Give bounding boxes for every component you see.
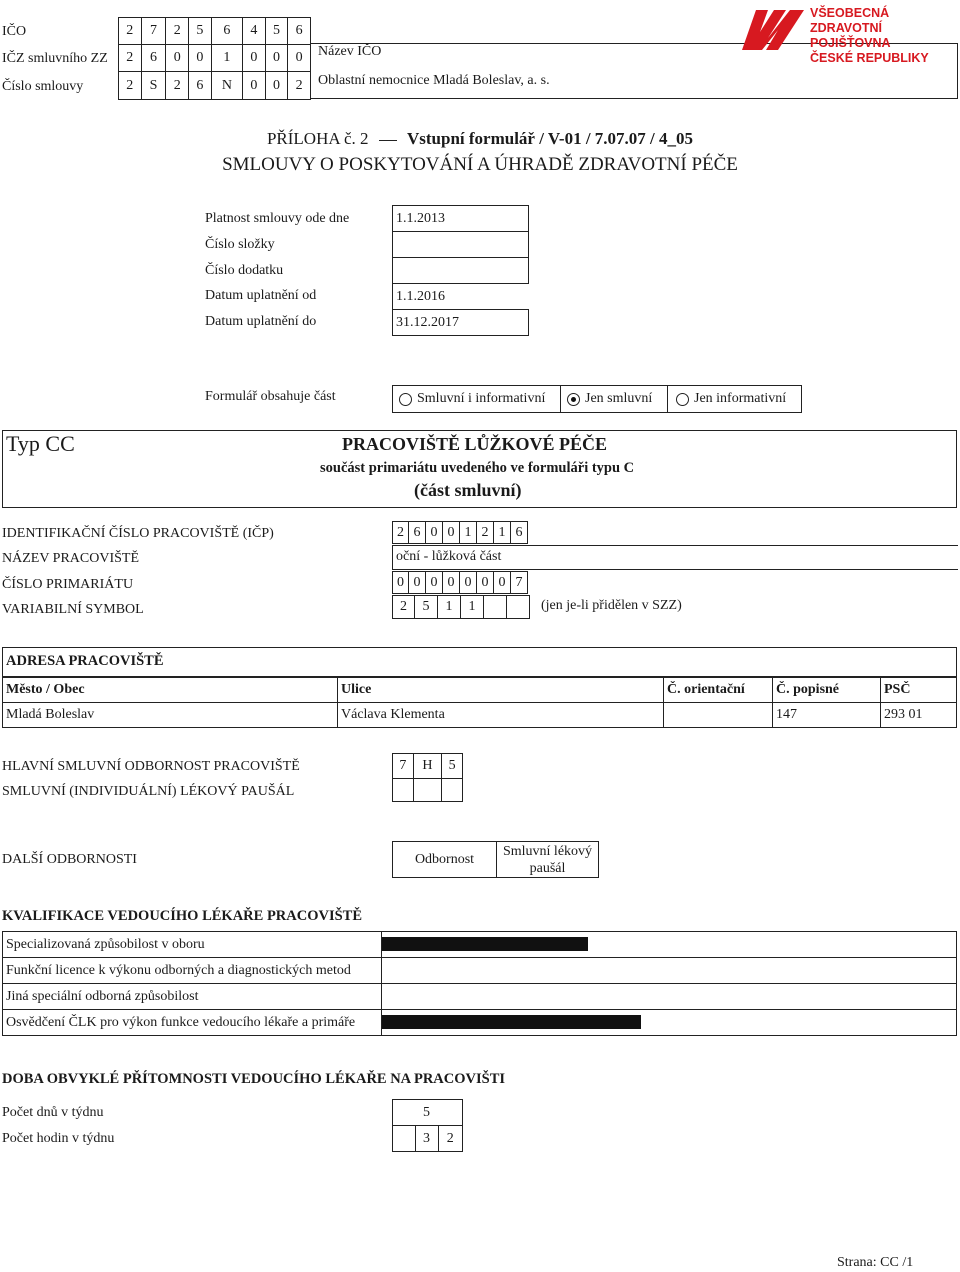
value-mesto: Mladá Boleslav — [3, 703, 338, 728]
icz-digit: 0 — [189, 45, 212, 72]
icz-digit: 2 — [119, 45, 142, 72]
vs-digit: 5 — [415, 595, 438, 619]
vs-digit: 1 — [461, 595, 484, 619]
icz-digit: 0 — [243, 45, 266, 72]
value-ulice: Václava Klementa — [338, 703, 664, 728]
primariat-digits — [392, 571, 528, 594]
hodin-digit: 3 — [415, 1126, 438, 1152]
ico-digit: 2 — [166, 18, 189, 45]
icp-label: IDENTIFIKAČNÍ ČÍSLO PRACOVIŠTĚ (IČP) — [2, 526, 274, 541]
nazev-pracoviste-value: oční - lůžková část — [396, 549, 502, 564]
icz-digit: 0 — [288, 45, 311, 72]
ico-label: IČO — [2, 24, 27, 39]
smlouva-digit: N — [211, 72, 242, 100]
ico-digit: 7 — [141, 18, 166, 45]
ico-digit: 6 — [288, 18, 311, 45]
ico-digit: 2 — [119, 18, 142, 45]
form-part-label: Formulář obsahuje část — [205, 389, 336, 404]
kvalifikace-row — [3, 984, 957, 1010]
pausal-digit — [393, 779, 414, 802]
header-mesto: Město / Obec — [3, 678, 338, 703]
kvalifikace-value — [382, 958, 957, 984]
validity-label-slozka: Číslo složky — [205, 237, 275, 252]
option-jen-smluvni[interactable] — [561, 386, 668, 412]
ico-row — [119, 18, 311, 45]
smlouva-digit: 2 — [166, 72, 189, 100]
logo-line-2: ZDRAVOTNÍ POJIŠŤOVNA — [810, 21, 891, 50]
typ-title: PRACOVIŠTĚ LŮŽKOVÉ PÉČE — [342, 434, 608, 454]
smlouva-digit: S — [141, 72, 166, 100]
icp-digit: 2 — [392, 521, 409, 544]
primariat-digit: 0 — [392, 571, 409, 594]
kvalifikace-label: Jiná speciální odborná způsobilost — [3, 984, 382, 1010]
vs-digit: 2 — [392, 595, 415, 619]
title-line-2: SMLOUVY O POSKYTOVÁNÍ A ÚHRADĚ ZDRAVOTNÍ PÉČE — [222, 154, 738, 175]
radio-icon — [399, 393, 412, 406]
hlavni-digit: 5 — [442, 754, 463, 779]
header-orientacni: Č. orientační — [664, 678, 773, 703]
validity-table — [392, 205, 529, 336]
ico-digit: 5 — [265, 18, 288, 45]
primariat-label: ČÍSLO PRIMARIÁTU — [2, 577, 134, 592]
address-header-row — [3, 678, 957, 703]
kvalifikace-label: Osvědčení ČLK pro výkon funkce vedoucího lékaře a primáře — [3, 1010, 382, 1036]
validity-label-od: Datum uplatnění od — [205, 288, 317, 303]
smlouva-row — [119, 72, 311, 100]
icz-digit: 1 — [211, 45, 242, 72]
title-form-id: Vstupní formulář / V-01 / 7.07.07 / 4_05 — [407, 129, 694, 148]
ico-digit: 5 — [189, 18, 212, 45]
title-line-1 — [0, 128, 960, 150]
typ-subtitle: součást primariátu uvedeného ve formuláři typu C — [320, 460, 635, 476]
form-part-options — [392, 385, 802, 413]
smlouva-digit: 6 — [189, 72, 212, 100]
pritomnost-table — [392, 1099, 463, 1152]
nazev-ico-value: Oblastní nemocnice Mladá Boleslav, a. s. — [318, 73, 550, 88]
validity-value-slozka — [393, 232, 529, 258]
redaction-bar — [382, 937, 588, 951]
icp-digit: 2 — [477, 521, 494, 544]
vs-note: (jen je-li přidělen v SZZ) — [541, 598, 682, 613]
address-table — [2, 677, 957, 728]
address-value-row — [3, 703, 957, 728]
hodin-label: Počet hodin v týdnu — [2, 1131, 115, 1146]
smlouva-digit: 2 — [288, 72, 311, 100]
primariat-digit: 0 — [494, 571, 511, 594]
page-number: Strana: CC /1 — [837, 1255, 914, 1270]
typ-part: (část smluvní) — [414, 480, 522, 500]
hodin-digit: 2 — [438, 1126, 463, 1152]
icp-digit: 6 — [511, 521, 528, 544]
smlouva-digit: 2 — [119, 72, 142, 100]
kvalifikace-row — [3, 958, 957, 984]
smlouva-digit: 0 — [243, 72, 266, 100]
value-orientacni — [664, 703, 773, 728]
primariat-digit: 0 — [460, 571, 477, 594]
kvalifikace-label: Specializovaná způsobilost v oboru — [3, 932, 382, 958]
pausal-label: SMLUVNÍ (INDIVIDUÁLNÍ) LÉKOVÝ PAUŠÁL — [2, 784, 295, 799]
dalsi-col-pausal: Smluvní lékový paušál — [502, 843, 593, 876]
ico-digit: 4 — [243, 18, 266, 45]
icp-digit: 1 — [460, 521, 477, 544]
hlavni-digit: 7 — [393, 754, 414, 779]
option-label: Smluvní i informativní — [417, 391, 546, 406]
smlouva-digit: 0 — [265, 72, 288, 100]
vzp-logo — [738, 6, 958, 65]
nazev-pracoviste-label: NÁZEV PRACOVIŠTĚ — [2, 551, 140, 566]
hlavni-digit: H — [413, 754, 442, 779]
header-ulice: Ulice — [338, 678, 664, 703]
option-jen-informativni[interactable] — [668, 386, 801, 412]
dny-digit: 5 — [415, 1100, 438, 1126]
header-popisne: Č. popisné — [773, 678, 881, 703]
kvalifikace-label: Funkční licence k výkonu odborných a diagnostických metod — [3, 958, 382, 984]
icp-digits — [392, 521, 528, 544]
option-label: Jen informativní — [694, 391, 787, 406]
dny-digit — [393, 1100, 416, 1126]
hodin-digit — [393, 1126, 416, 1152]
title-dash — [379, 140, 397, 141]
dny-label: Počet dnů v týdnu — [2, 1105, 104, 1120]
logo-line-3: ČESKÉ REPUBLIKY — [810, 51, 929, 65]
validity-value-do: 31.12.2017 — [393, 310, 529, 336]
address-title: ADRESA PRACOVIŠTĚ — [6, 653, 164, 669]
icz-digit: 6 — [141, 45, 166, 72]
ico-digit: 6 — [211, 18, 242, 45]
validity-label-platnost: Platnost smlouvy ode dne — [205, 211, 350, 226]
title-prefix: PŘÍLOHA č. 2 — [266, 129, 369, 148]
validity-label-dodatek: Číslo dodatku — [205, 263, 284, 278]
validity-value-platnost: 1.1.2013 — [393, 206, 529, 232]
odbornost-table — [392, 753, 463, 802]
dalsi-col-odbornost: Odbornost — [393, 842, 497, 877]
primariat-digit: 0 — [409, 571, 426, 594]
header-psc: PSČ — [881, 678, 957, 703]
dny-digit — [438, 1100, 463, 1126]
vs-digit — [484, 595, 507, 619]
vs-digit: 1 — [438, 595, 461, 619]
validity-value-dodatek — [393, 258, 529, 284]
dalsi-odbornosti-label: DALŠÍ ODBORNOSTI — [2, 852, 137, 867]
value-psc: 293 01 — [881, 703, 957, 728]
primariat-digit: 0 — [477, 571, 494, 594]
pritomnost-title: DOBA OBVYKLÉ PŘÍTOMNOSTI VEDOUCÍHO LÉKAŘE NA PRACOVIŠTI — [2, 1071, 506, 1087]
dalsi-odbornosti-box — [392, 841, 599, 878]
value-popisne: 147 — [773, 703, 881, 728]
kvalifikace-title: KVALIFIKACE VEDOUCÍHO LÉKAŘE PRACOVIŠTĚ — [2, 908, 363, 924]
smlouva-label: Číslo smlouvy — [2, 79, 84, 94]
hlavni-odbornost-label: HLAVNÍ SMLUVNÍ ODBORNOST PRACOVIŠTĚ — [2, 759, 300, 774]
vs-digits — [392, 595, 530, 619]
pausal-digit — [413, 779, 442, 802]
icz-label: IČZ smluvního ZZ — [2, 51, 108, 66]
icz-digit: 0 — [265, 45, 288, 72]
icp-digit: 0 — [443, 521, 460, 544]
validity-label-do: Datum uplatnění do — [205, 314, 317, 329]
nazev-ico-label: Název IČO — [318, 44, 382, 59]
header-digits-table — [118, 17, 311, 100]
option-label: Jen smluvní — [585, 391, 653, 406]
option-smluvni-i-informativni[interactable] — [393, 386, 561, 412]
redaction-bar — [382, 1015, 641, 1029]
validity-value-od: 1.1.2016 — [393, 284, 529, 310]
icp-digit: 1 — [494, 521, 511, 544]
radio-selected-icon — [567, 393, 580, 406]
icp-digit: 0 — [426, 521, 443, 544]
pausal-digit — [442, 779, 463, 802]
primariat-digit: 7 — [511, 571, 528, 594]
icz-row — [119, 45, 311, 72]
typ-label: Typ CC — [6, 431, 75, 456]
icp-digit: 6 — [409, 521, 426, 544]
radio-icon — [676, 393, 689, 406]
icz-digit: 0 — [166, 45, 189, 72]
primariat-digit: 0 — [426, 571, 443, 594]
vs-label: VARIABILNÍ SYMBOL — [2, 602, 144, 617]
vzp-logo-icon — [738, 6, 810, 52]
kvalifikace-value — [382, 984, 957, 1010]
vs-digit — [507, 595, 530, 619]
logo-line-1: VŠEOBECNÁ — [810, 6, 890, 20]
primariat-digit: 0 — [443, 571, 460, 594]
